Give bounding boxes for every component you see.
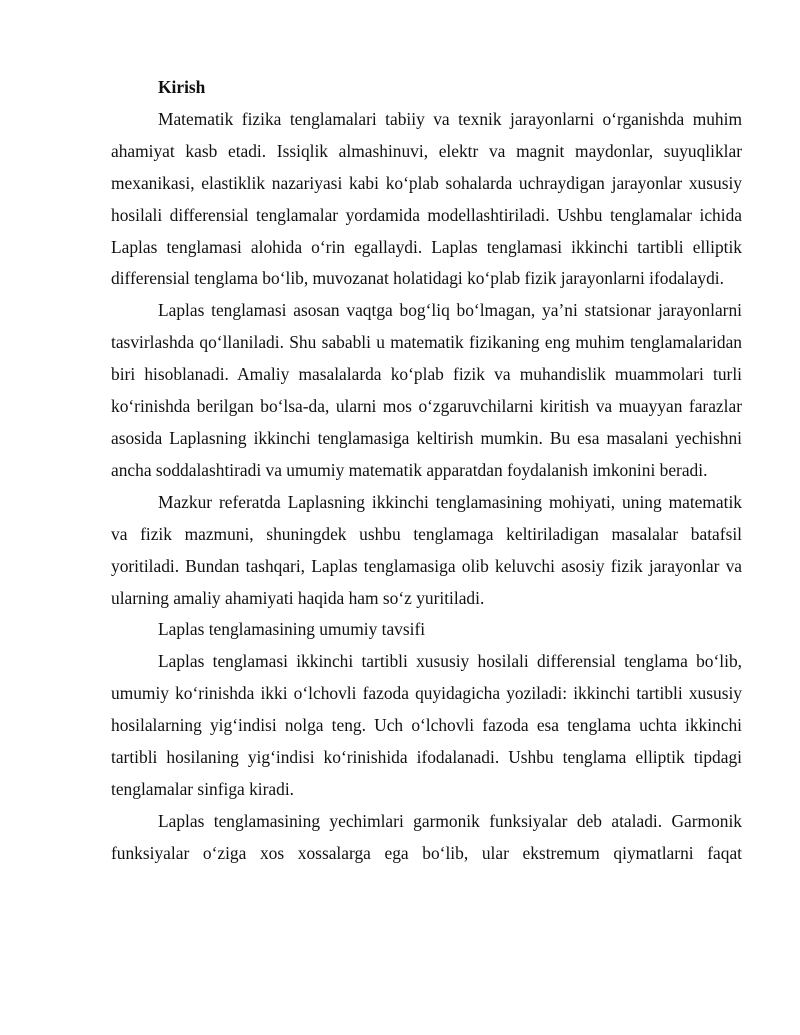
paragraph-4: Laplas tenglamasi ikkinchi tartibli xususiy hosilali differensial tenglama bo‘lib, umumiy ko‘rinishda ikki o‘lchovli fazoda quyidagicha yoziladi: ikkinchi tartibli xususiy hosilalarning yig‘indisi nolga teng. Uch o‘lchovli fazoda esa tenglama uchta ikkinchi tartibli hosilaning yig‘indisi ko‘rinishida ifodalanadi. Ushbu tenglama elliptik tipdagi tenglamalar sinfiga kiradi.: [111, 651, 742, 799]
paragraph-1: Matematik fizika tenglamalari tabiiy va texnik jarayonlarni o‘rganishda muhim ahamiyat kasb etadi. Issiqlik almashinuvi, elektr va magnit maydonlar, suyuqliklar mexanikasi, elastiklik nazariyasi kabi ko‘plab sohalarda uchraydigan jarayonlar xususiy hosilali differensial tenglamalar yordamida modellashtiriladi. Ushbu tenglamalar ichida Laplas tenglamasi alohida o‘rin egallaydi. Laplas tenglamasi ikkinchi tartibli elliptik differensial tenglama bo‘lib, muvozanat holatidagi ko‘plab fizik jarayonlarni ifodalaydi.: [111, 108, 742, 289]
section-subheading: Laplas tenglamasining umumiy tavsifi: [158, 619, 426, 640]
paragraph-3: Mazkur referatda Laplasning ikkinchi tenglamasining mohiyati, uning matematik va fizik mazmuni, shuningdek ushbu tenglamaga keltiriladigan masalalar batafsil yoritiladi. Bundan tashqari, Laplas tenglamasiga olib keluvchi asosiy fizik jarayonlar va ularning amaliy ahamiyati haqida ham so‘z yuritiladi.: [111, 491, 742, 608]
document-body: [111, 72, 742, 870]
paragraph-5: Laplas tenglamasining yechimlari garmonik funksiyalar deb ataladi. Garmonik funksiyalar o‘ziga xos xossalarga ega bo‘lib, ular ekstremum qiymatlarni faqat: [111, 810, 742, 863]
section-heading-kirish: Kirish: [158, 77, 206, 97]
paragraph-2: Laplas tenglamasi asosan vaqtga bog‘liq bo‘lmagan, ya’ni statsionar jarayonlarni tasvirlashda qo‘llaniladi. Shu sababli u matematik fizikaning eng muhim tenglamalaridan biri hisoblanadi. Amaliy masalalarda ko‘plab fizik va muhandislik muammolari turli ko‘rinishda berilgan bo‘lsa-da, ularni mos o‘zgaruvchilarni kiritish va muayyan farazlar asosida Laplasning ikkinchi tenglamasiga keltirish mumkin. Bu esa masalani yechishni ancha soddalashtiradi va umumiy matematik apparatdan foydalanish imkonini beradi.: [111, 300, 742, 480]
